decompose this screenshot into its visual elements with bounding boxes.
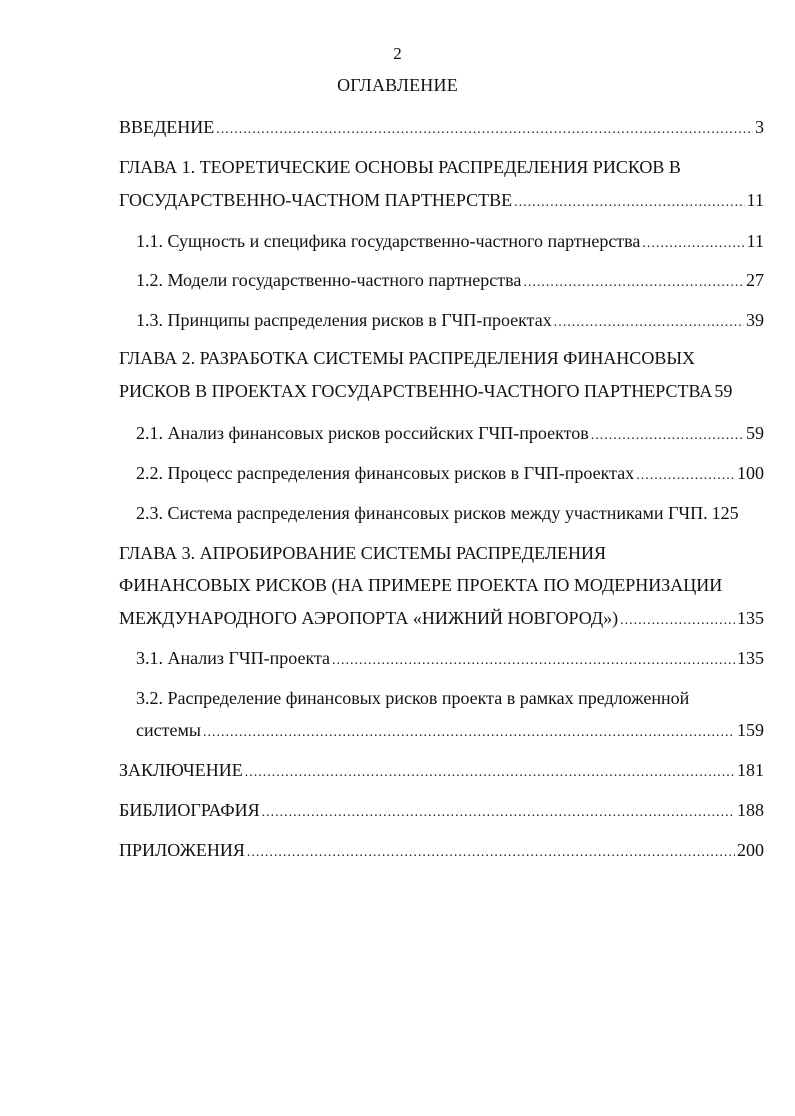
toc-entry-label: 1.3. Принципы распределения рисков в ГЧП-проектах — [136, 310, 552, 330]
toc-entry-section-1-1[interactable] — [136, 229, 764, 256]
dot-leader — [332, 649, 735, 673]
dot-leader — [203, 721, 735, 745]
dot-leader — [620, 609, 735, 633]
toc-entry-label: БИБЛИОГРАФИЯ — [119, 800, 260, 820]
toc-entry-page: 59 — [714, 381, 733, 401]
dot-leader — [636, 464, 735, 488]
toc-entry-section-2-2[interactable] — [136, 461, 764, 488]
toc-entry-label: ПРИЛОЖЕНИЯ — [119, 840, 245, 860]
toc-chapter-2-title[interactable]: ГЛАВА 2. РАЗРАБОТКА СИСТЕМЫ РАСПРЕДЕЛЕНИЯ ФИНАНСОВЫХ — [119, 348, 696, 368]
toc-entry-page: 59 — [746, 423, 764, 443]
toc-entry-introduction[interactable] — [119, 115, 764, 142]
toc-entry-label: 2.3. Система распределения финансовых рисков между участниками ГЧП. — [136, 503, 708, 523]
toc-entry-page: 39 — [746, 310, 764, 330]
toc-entry-page: 11 — [746, 231, 764, 251]
toc-entry-appendices[interactable] — [119, 838, 764, 865]
toc-entry-section-1-2[interactable] — [136, 268, 764, 295]
dot-leader — [247, 841, 735, 865]
dot-leader — [262, 801, 735, 825]
toc-entry-section-2-3[interactable] — [136, 501, 764, 525]
toc-entry-page: 181 — [737, 760, 764, 780]
toc-entry-page: 188 — [737, 800, 764, 820]
toc-entry-page: 27 — [746, 270, 764, 290]
dot-leader — [245, 761, 735, 785]
toc-entry-section-2-1[interactable] — [136, 421, 764, 448]
toc-entry-page: 100 — [737, 463, 764, 483]
toc-entry-chapter-1[interactable] — [119, 188, 764, 215]
toc-entry-page: 11 — [746, 190, 764, 210]
toc-entry-label: системы — [136, 720, 201, 740]
toc-chapter-3-title[interactable]: ГЛАВА 3. АПРОБИРОВАНИЕ СИСТЕМЫ РАСПРЕДЕЛЕНИЯ — [119, 543, 607, 563]
dot-leader — [523, 271, 744, 295]
toc-entry-section-3-2[interactable] — [136, 718, 764, 745]
toc-entry-label: 2.1. Анализ финансовых рисков российских ГЧП-проектов — [136, 423, 589, 443]
toc-entry-label: 1.2. Модели государственно-частного партнерства — [136, 270, 522, 290]
toc-chapter-1-title[interactable]: ГЛАВА 1. ТЕОРЕТИЧЕСКИЕ ОСНОВЫ РАСПРЕДЕЛЕНИЯ РИСКОВ В — [119, 157, 681, 177]
toc-entry-section-3-1[interactable] — [136, 646, 764, 673]
toc-entry-page: 125 — [711, 503, 739, 523]
toc-entry-page: 200 — [737, 840, 764, 860]
toc-section-3-2-title[interactable]: 3.2. Распределение финансовых рисков проекта в рамках предложенной — [136, 688, 690, 708]
toc-entry-label: МЕЖДУНАРОДНОГО АЭРОПОРТА «НИЖНИЙ НОВГОРОД») — [119, 608, 619, 628]
toc-chapter-3-title-cont[interactable]: ФИНАНСОВЫХ РИСКОВ (НА ПРИМЕРЕ ПРОЕКТА ПО МОДЕРНИЗАЦИИ — [119, 575, 723, 595]
toc-entry-label: 2.2. Процесс распределения финансовых рисков в ГЧП-проектах — [136, 463, 635, 483]
toc-entry-chapter-3[interactable] — [119, 606, 764, 633]
toc-entry-label: РИСКОВ В ПРОЕКТАХ ГОСУДАРСТВЕННО-ЧАСТНОГО ПАРТНЕРСТВА — [119, 381, 713, 401]
dot-leader — [216, 118, 753, 142]
toc-entry-label: ВВЕДЕНИЕ — [119, 117, 215, 137]
toc-entry-label: ГОСУДАРСТВЕННО-ЧАСТНОМ ПАРТНЕРСТВЕ — [119, 190, 513, 210]
toc-entry-label: 1.1. Сущность и специфика государственно-частного партнерства — [136, 231, 641, 251]
dot-leader — [591, 424, 744, 448]
toc-entry-label: ЗАКЛЮЧЕНИЕ — [119, 760, 243, 780]
toc-entry-conclusion[interactable] — [119, 758, 764, 785]
toc-entry-bibliography[interactable] — [119, 798, 764, 825]
dot-leader — [642, 232, 744, 256]
toc-entry-page: 159 — [737, 720, 764, 740]
dot-leader — [554, 311, 744, 335]
toc-entry-label: 3.1. Анализ ГЧП-проекта — [136, 648, 331, 668]
toc-entry-page: 3 — [755, 117, 764, 137]
toc-entry-chapter-2[interactable] — [119, 379, 767, 403]
toc-entry-page: 135 — [737, 648, 764, 668]
dot-leader — [514, 191, 745, 215]
page-number: 2 — [393, 44, 402, 63]
toc-entry-section-1-3[interactable] — [136, 308, 764, 335]
toc-entry-page: 135 — [737, 608, 764, 628]
toc-title: ОГЛАВЛЕНИЕ — [337, 75, 458, 95]
